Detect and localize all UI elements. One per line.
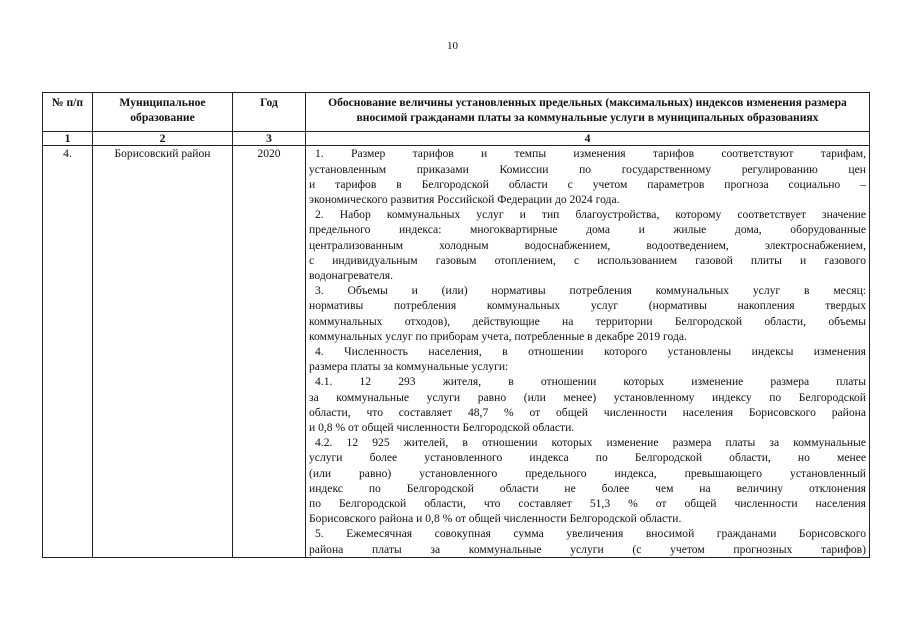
justification-line: 4.1. 12 293 жителя, в отношении которых изменение размера платы [315, 375, 866, 389]
justification-text [306, 146, 870, 557]
column-number: 1 [43, 132, 93, 146]
column-number: 3 [233, 132, 306, 146]
justification-line: Борисовского района и 0,8 % от общей численности Белгородской области. [309, 512, 682, 526]
justification-line: и тарифов в Белгородской области с учетом параметров прогноза социально – [309, 177, 866, 191]
justification-line: и 0,8 % от общей численности Белгородской области. [309, 421, 575, 435]
municipality-name: Борисовский район [93, 146, 233, 557]
header-num: № п/п [43, 93, 93, 132]
justification-line: за коммунальные услуги равно (или менее) установленному индексу по Белгородской [309, 390, 866, 404]
justification-line: предельного индекса: многоквартирные дома и жилые дома, оборудованные [309, 223, 866, 237]
justification-line: 2. Набор коммунальных услуг и тип благоустройства, которому соответствует значение [315, 208, 866, 222]
justification-line: с индивидуальным газовым отоплением, с использованием газовой плиты и газового [309, 253, 866, 267]
justification-line: коммунальных услуг по приборам учета, потребленные в декабре 2019 года. [309, 329, 687, 343]
justification-line: услуги более установленного индекса по Белгородской области, но менее [309, 451, 866, 465]
justification-line: 4. Численность населения, в отношении которого установлены индексы изменения [315, 345, 866, 359]
header-municipality: Муниципальное образование [93, 93, 233, 132]
table-row [43, 146, 870, 557]
justification-line: нормативы потребления коммунальных услуг (нормативы накопления твердых [309, 299, 866, 313]
justification-line: 5. Ежемесячная совокупная сумма увеличения вносимой гражданами Борисовского [315, 527, 866, 541]
header-year: Год [233, 93, 306, 132]
row-number: 4. [43, 146, 93, 557]
justification-line: централизованным холодным водоснабжением, водоотведением, электроснабжением, [309, 238, 866, 252]
justification-paragraphs [309, 146, 866, 556]
column-number: 4 [306, 132, 870, 146]
justification-line: водонагревателя. [309, 269, 393, 283]
header-justification: Обоснование величины установленных предельных (максимальных) индексов изменения размера вносимой гражданами платы за коммунальные услуги в муниципальных образованиях [306, 93, 870, 132]
page-bottom [0, 604, 905, 640]
justification-line: по Белгородской области, что составляет 51,3 % от общей численности населения [309, 497, 866, 511]
column-number: 2 [93, 132, 233, 146]
justification-line: 1. Размер тарифов и темпы изменения тарифов соответствуют тарифам, [315, 147, 866, 161]
justification-line: района платы за коммунальные услуги (с учетом прогнозных тарифов) [309, 542, 866, 556]
justification-line: (или равно) установленного предельного индекса, превышающего установленный [309, 466, 866, 480]
justification-line: индекс по Белгородской области не более чем на величину отклонения [309, 481, 866, 495]
row-year: 2020 [233, 146, 306, 557]
index-justification-table [42, 92, 870, 558]
justification-line: размера платы за коммунальные услуги: [309, 360, 509, 374]
justification-line: 3. Объемы и (или) нормативы потребления коммунальных услуг в месяц: [315, 284, 866, 298]
column-numbers-row [43, 132, 870, 146]
page-number: 10 [447, 40, 458, 52]
header-row [43, 93, 870, 132]
justification-line: 4.2. 12 925 жителей, в отношении которых изменение размера платы за коммунальные [315, 436, 866, 450]
justification-line: области, что составляет 48,7 % от общей численности населения Борисовского района [309, 405, 866, 419]
justification-line: экономического развития Российской Федерации до 2024 года. [309, 193, 620, 207]
justification-line: коммунальных отходов), действующие на территории Белгородской области, объемы [309, 314, 866, 328]
justification-line: установленным приказами Комиссии по государственному регулированию цен [309, 162, 866, 176]
